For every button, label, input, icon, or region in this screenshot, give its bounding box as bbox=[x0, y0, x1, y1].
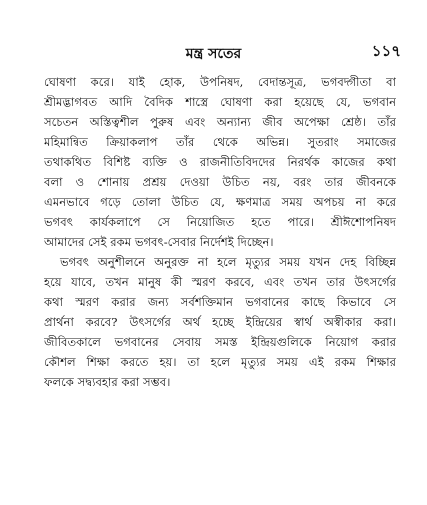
text-line: কৌশল শিক্ষা করতে হয়। তা হলে মৃত্যুর সময় এই রকম শিক্ষার bbox=[44, 355, 396, 369]
body-text bbox=[44, 72, 396, 392]
text-line: মহিমান্বিত ক্রিয়াকলাপ তাঁর থেকে অভিন্ন। সুতরাং সমাজের bbox=[44, 135, 396, 149]
running-title: মন্ত্র সতের bbox=[185, 46, 242, 62]
text-line: তথাকথিত বিশিষ্ট ব্যক্তি ও রাজনীতিবিদদের নিরর্থক কাজের কথা bbox=[44, 155, 396, 169]
text-line: ভগবৎ কার্যকলাপে সে নিয়োজিত হতে পারে। শ্রীঈশোপনিষদ bbox=[44, 215, 396, 229]
text-line: প্রার্থনা করবে? উৎসর্গের অর্থ হচ্ছে ইন্দ্রিয়ের স্বার্থ অস্বীকার করা। bbox=[44, 315, 396, 329]
text-line: বলা ও শোনায় প্রশ্রয় দেওয়া উচিত নয়, বরং তার জীবনকে bbox=[44, 175, 396, 189]
text-line: শ্রীমদ্ভাগবত আদি বৈদিক শাস্ত্রে ঘোষণা করা হয়েছে যে, ভগবান bbox=[44, 95, 396, 109]
text-line: ভগবৎ অনুশীলনে অনুরক্ত না হলে মৃত্যুর সময় যখন দেহ বিচ্ছিন্ন bbox=[60, 255, 396, 269]
page-number: ১১৭ bbox=[371, 42, 401, 60]
text-line: হয়ে যাবে, তখন মানুষ কী স্মরণ করবে, এবং তখন তার উৎসর্গের bbox=[44, 275, 396, 289]
paragraph-2 bbox=[44, 252, 396, 392]
paragraph-1 bbox=[44, 72, 396, 252]
text-line: ফলকে সদ্ব্যবহার করা সম্ভব। bbox=[44, 375, 171, 389]
text-line: ঘোষণা করে। যাই হোক, উপনিষদ, বেদান্তসূত্র, ভগবদ্গীতা বা bbox=[44, 75, 396, 89]
text-line: আমাদের সেই রকম ভগবৎ-সেবার নির্দেশই দিচ্ছেন। bbox=[44, 235, 274, 249]
text-line: সচেতন অস্তিত্বশীল পুরুষ এবং অন্যান্য জীব অপেক্ষা শ্রেষ্ঠ। তাঁর bbox=[44, 115, 396, 129]
text-line: জীবিতকালে ভগবানের সেবায় সমস্ত ইন্দ্রিয়গুলিকে নিয়োগ করার bbox=[44, 335, 396, 349]
text-line: এমনভাবে গড়ে তোলা উচিত যে, ক্ষণমাত্র সময় অপচয় না করে bbox=[44, 195, 396, 209]
text-line: কথা স্মরণ করার জন্য সর্বশক্তিমান ভগবানের কাছে কিভাবে সে bbox=[44, 295, 396, 309]
